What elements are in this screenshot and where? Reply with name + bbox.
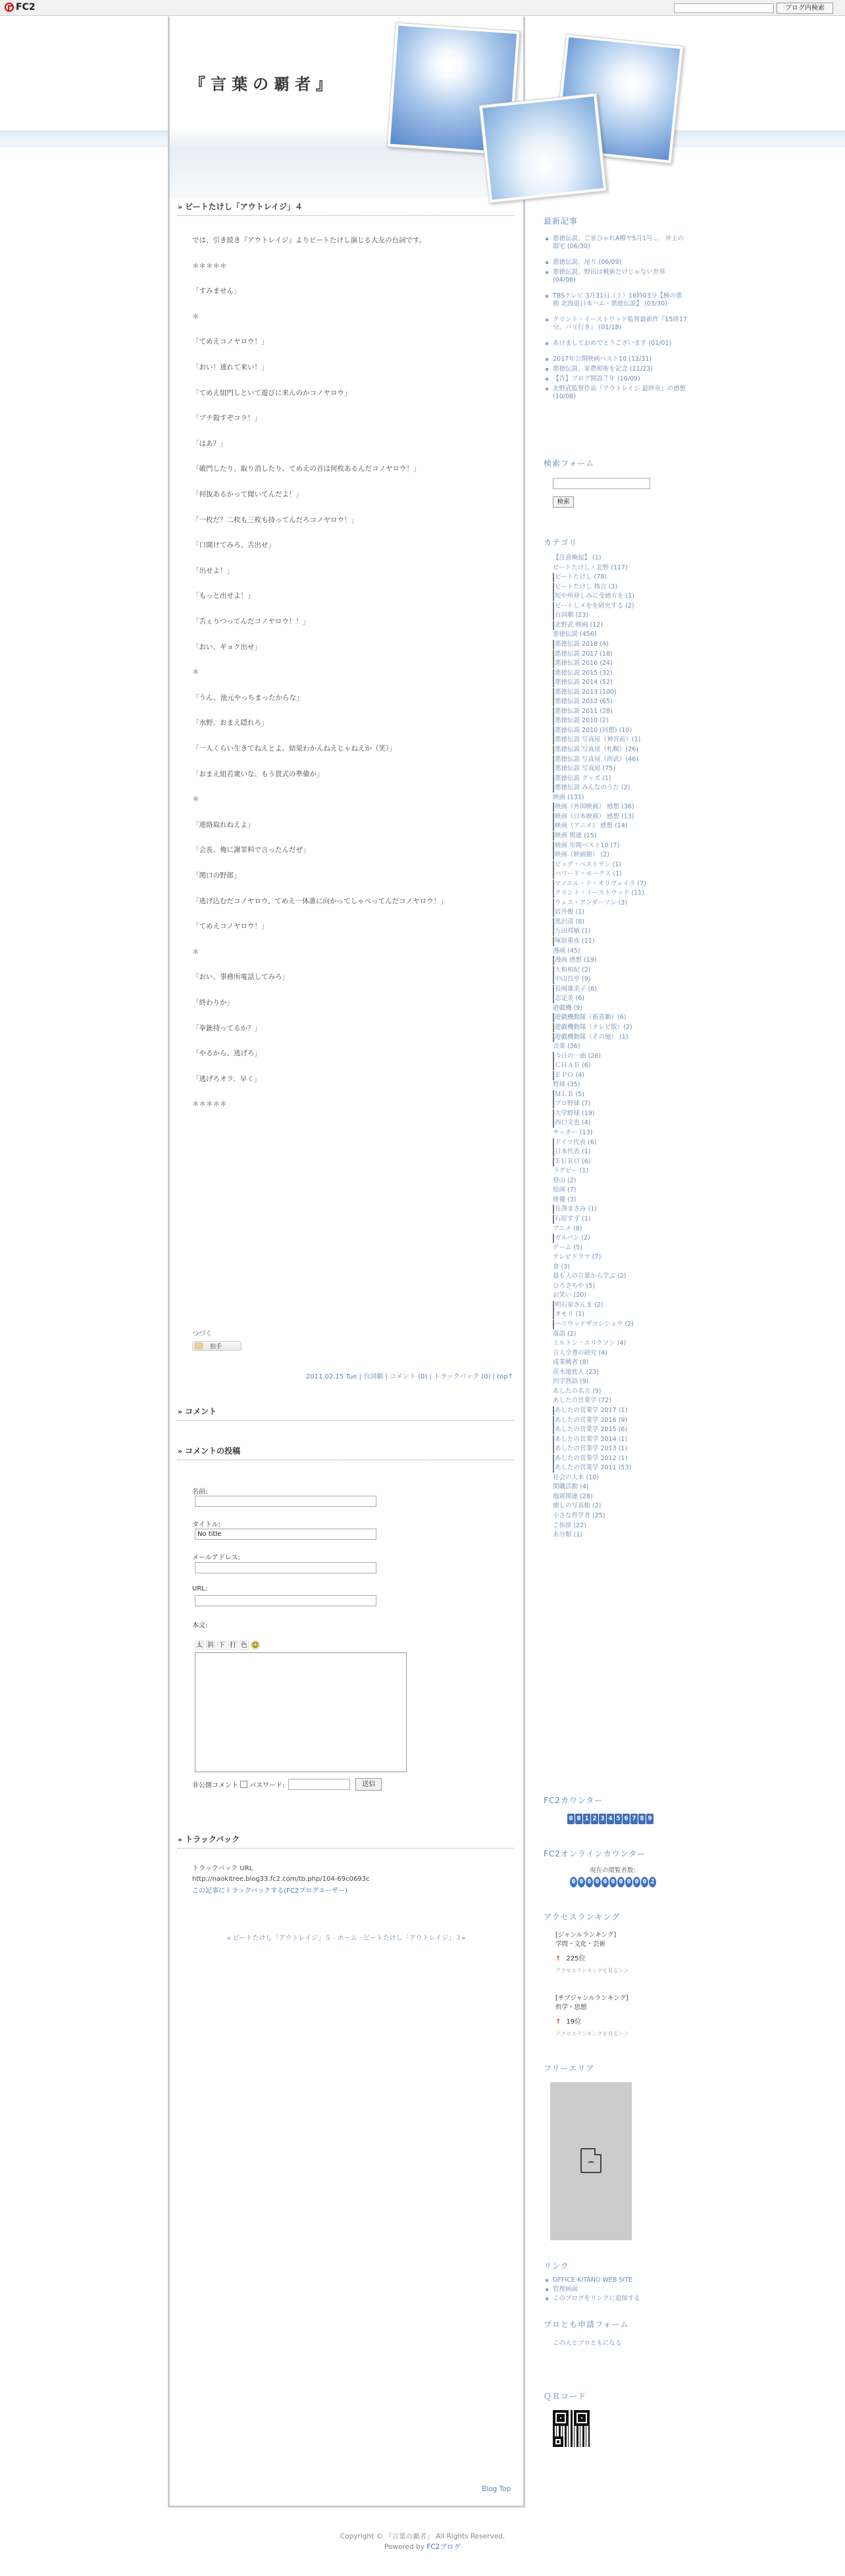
category-item[interactable]: 地震関連 (28)	[553, 1492, 593, 1500]
category-item[interactable]: ＣＨＡＢ (6)	[553, 1061, 590, 1070]
category-item[interactable]: ハリウッドザコシショウ (2)	[553, 1320, 634, 1329]
italic-button[interactable]: 斜	[207, 1642, 214, 1649]
counter-digit: 0	[633, 1877, 640, 1887]
counter-digit: 2	[591, 1814, 598, 1824]
category-item[interactable]: 絵画 (7)	[553, 1186, 576, 1194]
access-title: アクセスランキング	[544, 1912, 621, 1922]
qr-code	[553, 2410, 590, 2447]
category-item[interactable]: 映画 年間ベスト10 (7)	[553, 841, 619, 851]
fc2-logo-icon	[5, 3, 14, 12]
counter-digit: 0	[594, 1877, 601, 1887]
counter-digit: 9	[646, 1814, 653, 1824]
category-item[interactable]: あしたの営業学 (72)	[553, 1397, 612, 1405]
category-item[interactable]: 悪徳伝説 みんなのうた (2)	[553, 783, 630, 793]
title-arrow-icon: »	[178, 1407, 183, 1416]
category-item[interactable]: ラグビー (1)	[553, 1167, 589, 1175]
category-item[interactable]: 大和和紀 (2)	[553, 966, 590, 975]
category-item[interactable]: あしたの営業学 2014 (1)	[553, 1435, 627, 1444]
subgenre-rank-value: 19位	[566, 2018, 582, 2026]
password-label: パスワード:	[249, 1782, 285, 1789]
category-item[interactable]: 悪徳伝説 2011 (28)	[553, 707, 613, 716]
private-label: 非公開コメント	[192, 1782, 238, 1789]
entry-paragraph: ＊	[192, 795, 199, 804]
entry-paragraph: 「一枚だ？二枚も三枚も持ってんだろコノヤロウ！」	[192, 515, 358, 524]
underline-button[interactable]: 下	[218, 1642, 225, 1649]
counter-title: FC2カウンター	[544, 1796, 603, 1805]
category-item[interactable]: 癒しの写真館 (2)	[553, 1502, 602, 1510]
category-item[interactable]: 映画（映画館） (2)	[553, 851, 609, 860]
trackback-link[interactable]: この記事にトラックバックする(FC2ブログユーザー)	[192, 1887, 347, 1895]
comment-title-input[interactable]: No title	[195, 1529, 376, 1540]
category-item[interactable]: ミルトン・エリクソン (4)	[553, 1340, 627, 1348]
entry-paragraph: 「ブチ殺すぞコラ！」	[192, 414, 261, 423]
category-item[interactable]: 悪徳伝説 2010 (回想) (10)	[553, 726, 632, 735]
category-item[interactable]: 悪徳伝説 2018 (4)	[553, 640, 609, 649]
category-item[interactable]: 社会の大本 (10)	[553, 1473, 600, 1481]
category-item[interactable]: ビッグ・ベストテン (1)	[553, 860, 621, 870]
email-label: メールアドレス:	[192, 1554, 240, 1562]
category-item[interactable]: 万田邦敏 (1)	[553, 927, 590, 936]
category-item[interactable]: 悪徳伝説 2012 (65)	[553, 697, 613, 706]
genre-rank	[555, 1953, 687, 1962]
rank-up-icon: ↑	[555, 2018, 561, 2026]
category-item[interactable]: クリント・イーストウッド (11)	[553, 889, 644, 898]
category-item[interactable]: 映画 (131)	[553, 793, 584, 801]
category-item[interactable]: 短や所登しみに受徳方を (1)	[553, 592, 634, 601]
comments-title-text: コメント	[185, 1407, 217, 1416]
category-item[interactable]: タモリ (1)	[553, 1310, 584, 1319]
trackback-title-text: トラックバック	[185, 1835, 240, 1844]
category-item[interactable]: ＥＵＲＯ (6)	[553, 1157, 590, 1167]
title-arrow-icon: »	[178, 203, 183, 211]
category-item[interactable]: お笑い (20)	[553, 1292, 587, 1300]
entry-paragraph: 「何抜あるかって聞いてんだよ！」	[192, 490, 303, 498]
category-item[interactable]: 漫画 感想 (19)	[553, 956, 597, 965]
counter-digit: 0	[602, 1877, 609, 1887]
counter-digit: 0	[641, 1877, 648, 1887]
counter-digit: 0	[625, 1877, 632, 1887]
private-checkbox[interactable]	[240, 1781, 247, 1788]
category-item[interactable]: ビートたけし (78)	[553, 573, 607, 582]
category-item[interactable]: プロ野球 (7)	[553, 1099, 590, 1109]
body-label: 本文:	[192, 1622, 208, 1629]
entry-paragraph: 「おい！連れて来い！」	[192, 363, 269, 371]
copyright: Copyright © 『言葉の覇者』 All Rights Reserved.	[340, 2533, 505, 2540]
category-item[interactable]: 【注意喚起】 (1)	[553, 554, 602, 562]
sidebar-search-input[interactable]	[553, 478, 650, 489]
recent-entry-link[interactable]: TBSテレビ 3月31日（土）16時03分【極の悪徳 北海道日本ハム・悪徳伝説】 (03/30)	[553, 292, 688, 307]
category-item[interactable]: 俳優 (3)	[553, 1196, 576, 1203]
powered-prefix: Powered by	[384, 2543, 427, 2551]
category-item[interactable]: 台詞劇 (23)	[553, 611, 588, 620]
comment-form-title-text: コメントの投稿	[185, 1446, 241, 1456]
title-arrow-icon: »	[178, 1835, 183, 1844]
category-item[interactable]: 落語 (2)	[553, 1330, 576, 1338]
online-counter	[570, 1877, 656, 1887]
entry-paragraph: 「水野、おまえ隠れろ」	[192, 719, 269, 727]
entry-paragraph: ＊	[192, 668, 199, 677]
category-item[interactable]: 黒沢清 (8)	[553, 918, 584, 927]
submit-button[interactable]: 送信	[355, 1778, 382, 1791]
category-item[interactable]: 映画（アニメ） 感想 (14)	[553, 822, 628, 831]
category-item[interactable]: 映画（日本映画） 感想 (13)	[553, 812, 634, 822]
entry-paragraph: ＊	[192, 947, 199, 956]
entry-paragraph: ＊＊＊＊＊	[192, 1100, 227, 1109]
category-item[interactable]: 悪徳伝説 写真屋（神宮前）(1)	[553, 735, 640, 745]
entry-paragraph: 「逃げ込むだコノヤロウ、てめえ一体誰に向かってしゃべってんだコノヤロウ！」	[192, 897, 448, 905]
category-item[interactable]: ビートしメをを研究する (2)	[553, 602, 634, 611]
entry-paragraph: 「やるから、逃げろ」	[192, 1049, 261, 1058]
profile-form-title: プロとも申請フォーム	[544, 2320, 629, 2329]
entry-paragraph: 「拳銃持ってるか？」	[192, 1024, 261, 1032]
sidebar	[544, 207, 708, 2446]
recent-entry-link[interactable]: 悪徳伝説、野田は戦術だけじゃない世界 (04/06)	[553, 269, 688, 284]
email-input[interactable]	[195, 1562, 376, 1573]
links-title: リンク	[544, 2261, 569, 2271]
entry-footer-links[interactable]: 2011.02.15 Tue | 台詞劇 | コメント (0) | トラックバック (0) | top↑	[305, 1373, 513, 1380]
entry-paragraph: 「逃げろオラ、早く」	[192, 1074, 261, 1083]
url-input[interactable]	[195, 1595, 376, 1606]
category-item[interactable]: 西口文也 (4)	[553, 1118, 590, 1128]
emoji-icon[interactable]: ☺	[251, 1642, 259, 1649]
category-item[interactable]: 未分類 (1)	[553, 1531, 582, 1539]
strike-button[interactable]: 打	[230, 1642, 236, 1649]
category-item[interactable]: 今日の一曲 (26)	[553, 1052, 601, 1061]
category-item[interactable]: 成業戦者 (8)	[553, 1359, 589, 1367]
entry-paragraph: 「はあ？」	[192, 439, 227, 448]
category-item[interactable]: あしたの営業学 2015 (6)	[553, 1425, 627, 1434]
entry-pager[interactable]: « ビートたけし「アウトレイジ」５ · ホーム · ビートたけし「アウトレイジ」３»	[226, 1935, 466, 1942]
blog-search-button[interactable]: ブログ内検索	[777, 3, 833, 14]
counter-digit: 0	[578, 1877, 585, 1887]
category-item[interactable]: あしたの営業学 2016 (9)	[553, 1416, 627, 1425]
recent-entry-link[interactable]: 北野武監督作品『アウトレイジ 最終章』の感想 (10/08)	[553, 385, 688, 400]
online-title: FC2オンラインカウンター	[544, 1849, 646, 1858]
recent-entry-link[interactable]: あけましておめでとうございます (01/01)	[553, 340, 688, 348]
entry-paragraph: 「口開けてみろ、舌出せ」	[192, 541, 275, 550]
name-label: 名前:	[192, 1488, 208, 1496]
category-item[interactable]: マノエル・ド・オリヴェイラ (7)	[553, 880, 646, 889]
category-item[interactable]: 野球 (35)	[553, 1081, 580, 1089]
category-item[interactable]: 閑職活動 (4)	[553, 1483, 589, 1491]
category-item[interactable]: 悪徳伝説 写真屋（札幌）(26)	[553, 745, 638, 754]
clap-label: 拍手	[210, 1344, 222, 1350]
entry-paragraph: 「てめえコノヤロウ！」	[192, 922, 269, 931]
fc2-logo[interactable]	[5, 2, 36, 13]
category-item[interactable]: 悪徳伝説 写真屋（西武）(46)	[553, 755, 638, 764]
url-label: URL:	[192, 1585, 208, 1592]
sidebar-link[interactable]: OFFICE-KITANO WEB SITE	[553, 2276, 688, 2284]
category-item[interactable]: 最も人の言葉から学ぶ (2)	[553, 1273, 627, 1280]
category-item[interactable]: 北野武 映画 (12)	[553, 621, 603, 630]
entry-paragraph: 「すみません」	[192, 287, 241, 296]
entry-paragraph: 「一人くらい生きてねえとよ、結果わかんねえじゃねえか（笑）」	[192, 745, 396, 752]
entry-paragraph: 「会長、俺に謝罪料で言ったんだぜ」	[192, 846, 310, 854]
counter-digit: 0	[586, 1877, 593, 1887]
entry-paragraph: 「連絡取れねえよ」	[192, 820, 255, 829]
recent-entry-link[interactable]: 2017年公開映画ベスト10 (12/31)	[553, 355, 688, 363]
category-item[interactable]: 映画（外国映画） 感想 (36)	[553, 802, 634, 812]
entry-paragraph: 「舌ぇりつってんだコノヤロウ！！」	[192, 618, 310, 625]
genre-ranking	[555, 1930, 687, 1974]
password-input[interactable]	[288, 1779, 350, 1790]
entry-paragraph: 「関口の野郎」	[192, 872, 241, 880]
subgenre-sub[interactable]: 哲学・思想	[555, 2004, 587, 2011]
blog-search-input[interactable]	[674, 3, 774, 13]
title-label: タイトル:	[192, 1521, 221, 1529]
recent-entry-link[interactable]: 悪徳伝説、尾り (06/09)	[553, 259, 688, 267]
entry-paragraph: 「おまえ組若衆いな、もう貫式の準備か」	[192, 770, 324, 778]
category-item[interactable]: あしたの営業学 2011 (53)	[553, 1463, 631, 1473]
category-item[interactable]: ウェス・アンダーソン (3)	[553, 899, 627, 908]
fc2-counter	[567, 1814, 653, 1824]
profile-form-link[interactable]: この人とブロともになる	[553, 2340, 622, 2347]
trackback-title	[178, 1833, 515, 1849]
category-item[interactable]: 石原すず (1)	[553, 1215, 591, 1224]
blog-title[interactable]: 『言葉の覇者』	[190, 74, 337, 93]
recent-entry-link[interactable]: 悪徳伝説、ご家ひゃれA柳ヤ5月1号… 井上の邸宅 (06/30)	[553, 235, 688, 250]
category-title: カテゴリ	[544, 538, 578, 547]
category-item[interactable]: テレビドラマ (7)	[553, 1253, 602, 1261]
recent-entry-link[interactable]: 【告】ブログ開設７年 (10/09)	[553, 375, 688, 383]
counter-digit: 0	[567, 1814, 575, 1824]
fc2-blog-link[interactable]: FC2ブログ	[426, 2543, 461, 2551]
counter-digit: 8	[638, 1814, 646, 1824]
counter-digit: 2	[649, 1877, 656, 1887]
entry-title[interactable]	[178, 201, 515, 216]
category-item[interactable]: 四字熟語 (9)	[553, 1378, 589, 1386]
entry-paragraph: 「もっと出せよ！」	[192, 592, 255, 600]
powered-by	[0, 2542, 845, 2552]
category-item[interactable]: 塚原重彦 (11)	[553, 937, 595, 946]
category-item[interactable]: ＭＬＢ (5)	[553, 1090, 584, 1099]
broken-image-icon	[580, 2148, 602, 2173]
category-item[interactable]: 志定美 (6)	[553, 994, 584, 1003]
category-item[interactable]: 悪徳伝説 2014 (52)	[553, 678, 613, 687]
counter-digit: 0	[609, 1877, 617, 1887]
category-item[interactable]: 岩井俊 (1)	[553, 908, 584, 917]
subgenre-more-link[interactable]: アクセスランキングを見る＞＞	[555, 2031, 629, 2037]
category-item[interactable]: 中山昌亨 (9)	[553, 975, 590, 984]
category-item[interactable]: あしたの営業学 2017 (1)	[553, 1406, 627, 1415]
category-item[interactable]: ビートたけし・北野 (117)	[553, 564, 628, 571]
category-item[interactable]: 遊戯機 (9)	[553, 1004, 582, 1012]
entry-paragraph: 「破門したり、取り消したり、てめえの首は何枚あるんだコノヤロウ！」	[192, 465, 421, 473]
trackback-url: http://naokitree.blog33.fc2.com/tb.php/104-69c0693c	[192, 1876, 370, 1883]
category-item[interactable]: 漫画 (45)	[553, 947, 580, 955]
counter-digit: 1	[583, 1814, 590, 1824]
category-item[interactable]: ドイツ代表 (6)	[553, 1138, 597, 1147]
category-item[interactable]: 登山 (2)	[553, 1176, 576, 1184]
counter-digit: 0	[575, 1814, 582, 1824]
category-item[interactable]: 茨木地底人 (23)	[553, 1368, 600, 1376]
counter-digit: 6	[623, 1814, 630, 1824]
category-item[interactable]: 遊戯機動隊（その他） (1)	[553, 1033, 628, 1042]
color-button[interactable]: 色	[241, 1642, 247, 1649]
entry-paragraph: 「うん、池元やっちまったからな」	[192, 693, 303, 702]
category-item[interactable]: ビートたけし 格言 (3)	[553, 583, 617, 592]
category-item[interactable]: 遊戯機動隊（テレビ版）(2)	[553, 1023, 632, 1032]
category-item[interactable]: 長岡雄美子 (6)	[553, 985, 597, 994]
header-sky-photo-2	[479, 93, 607, 203]
recent-entry-link[interactable]: 悪徳伝説、家農相術を記念 (11/23)	[553, 365, 688, 373]
category-item[interactable]: 悪徳伝説 グッズ (1)	[553, 774, 611, 783]
category-item[interactable]: 遊戯機動隊（新喜劇）(6)	[553, 1013, 626, 1022]
subgenre-ranking	[555, 1993, 687, 2037]
category-item[interactable]: 長澤まさみ (1)	[553, 1205, 597, 1214]
category-item[interactable]: 悪徳伝説 2013 (100)	[553, 688, 617, 697]
trackback-block	[192, 1862, 370, 1895]
category-item[interactable]: 明石家さんま (2)	[553, 1301, 603, 1310]
entry-paragraph: 「おい、ギョク出せ」	[192, 643, 261, 651]
counter-digit: 0	[617, 1877, 625, 1887]
blog-top-link[interactable]: Blog Top	[482, 2485, 511, 2493]
category-item[interactable]: ひろさちや (5)	[553, 1282, 595, 1290]
category-item[interactable]: 悪徳伝説 (456)	[553, 631, 597, 639]
category-item[interactable]: 音楽 (36)	[553, 1043, 580, 1051]
fc2-topbar	[0, 0, 845, 16]
recent-entry-link[interactable]: クリント・イーストウッド監督最新作『15時17分、パリ行き』 (01/18)	[553, 316, 688, 331]
category-item[interactable]: 悪徳伝説 写真屋 (75)	[553, 764, 615, 774]
counter-digit: 5	[615, 1814, 622, 1824]
comment-form-title	[178, 1445, 515, 1460]
counter-digit: 0	[570, 1877, 577, 1887]
category-item[interactable]: ご挨拶 (22)	[553, 1521, 587, 1529]
entry-paragraph: 「出せよ！」	[192, 566, 234, 575]
trackback-url-label: トラックバック URL	[192, 1865, 253, 1872]
category-item[interactable]: ガルパン (2)	[553, 1234, 590, 1243]
entry-paragraph: 「終わりか」	[192, 999, 234, 1007]
free-area-title: フリーエリア	[544, 2064, 595, 2073]
entry-paragraph: では、引き続き『アウトレイジ』よりビートたけし演じる大友の台詞です。	[192, 236, 426, 244]
counter-digit: 4	[607, 1814, 614, 1824]
category-item[interactable]: あしたの名言 (9)	[553, 1387, 602, 1395]
clap-icon	[194, 1342, 203, 1350]
counter-digit: 3	[599, 1814, 606, 1824]
category-item[interactable]: 悪徳伝説 2017 (18)	[553, 650, 613, 659]
clap-button[interactable]	[192, 1341, 242, 1351]
free-area-box	[550, 2082, 632, 2240]
category-item[interactable]: 大学野球 (19)	[553, 1109, 595, 1118]
search-title: 検索フォーム	[544, 459, 595, 468]
category-item[interactable]: 悪徳伝説 2015 (32)	[553, 669, 613, 678]
genre-sub[interactable]: 学問・文化・芸術	[555, 1941, 606, 1948]
comment-body-textarea[interactable]	[195, 1652, 407, 1772]
title-arrow-icon: »	[178, 1447, 183, 1456]
category-item[interactable]: あしたの営業学 2012 (1)	[553, 1454, 627, 1463]
fc2-logo-text: FC2	[16, 2, 36, 13]
qr-title: ＱＲコード	[544, 2392, 587, 2401]
category-item[interactable]: 日本代表 (1)	[553, 1147, 590, 1157]
category-item[interactable]: 悪徳伝説 2016 (24)	[553, 659, 613, 668]
category-item[interactable]: 悪徳伝説 2010 (2)	[553, 716, 609, 725]
genre-more-link[interactable]: アクセスランキングを見る＞＞	[555, 1968, 629, 1974]
subgenre-label: [サブジャンルランキング]	[555, 1995, 628, 2002]
category-item[interactable]: ゲーム (5)	[553, 1244, 582, 1251]
category-item[interactable]: あしたの営業学 2013 (1)	[553, 1444, 627, 1454]
genre-rank-value: 225位	[566, 1955, 586, 1962]
recent-title: 最新記事	[544, 217, 578, 226]
entry-paragraph: 「おい、事務所電話してみろ」	[192, 973, 289, 982]
format-toolbar	[195, 1641, 260, 1650]
subgenre-rank	[555, 2016, 687, 2026]
category-item[interactable]: ハワード・ホークス (1)	[553, 870, 622, 879]
entry-paragraph: 「てめえ組門しといて遊びに来んのかコノヤロウ」	[192, 388, 351, 397]
online-label: 現在の閲覧者数:	[590, 1867, 636, 1874]
rank-up-icon: ↑	[555, 1955, 561, 1962]
sidebar-link[interactable]: このブログをリンクに追加する	[553, 2295, 688, 2303]
category-item[interactable]: 言人全書の研究 (4)	[553, 1349, 607, 1357]
category-item[interactable]: 小さな哲学者 (25)	[553, 1512, 605, 1519]
sidebar-link[interactable]: 管理画面	[553, 2286, 688, 2294]
genre-label: [ジャンルランキング]	[555, 1932, 617, 1939]
private-row	[192, 1778, 382, 1791]
main-column	[178, 201, 517, 1942]
category-item[interactable]: サッカー (13)	[553, 1129, 593, 1136]
bold-button[interactable]: 太	[196, 1642, 203, 1649]
category-item[interactable]: 映画 関連 (15)	[553, 831, 597, 841]
entry-tsuzuku: つづく	[192, 1330, 212, 1338]
category-item[interactable]: ＥＰＯ (4)	[553, 1071, 584, 1080]
entry-paragraph: ＊	[192, 312, 199, 321]
entry-title-text[interactable]: ビートたけし「アウトレイジ」４	[185, 202, 303, 211]
comments-title	[178, 1406, 515, 1421]
counter-digit: 7	[630, 1814, 638, 1824]
sidebar-search-button[interactable]: 検索	[553, 496, 574, 508]
category-item[interactable]: アニメ (8)	[553, 1224, 582, 1232]
entry-paragraph: ＊＊＊＊＊	[192, 261, 227, 270]
category-item[interactable]: 食 (3)	[553, 1263, 570, 1271]
name-input[interactable]	[195, 1496, 376, 1507]
entry-paragraph: 「てめえコノヤロウ！」	[192, 338, 269, 346]
